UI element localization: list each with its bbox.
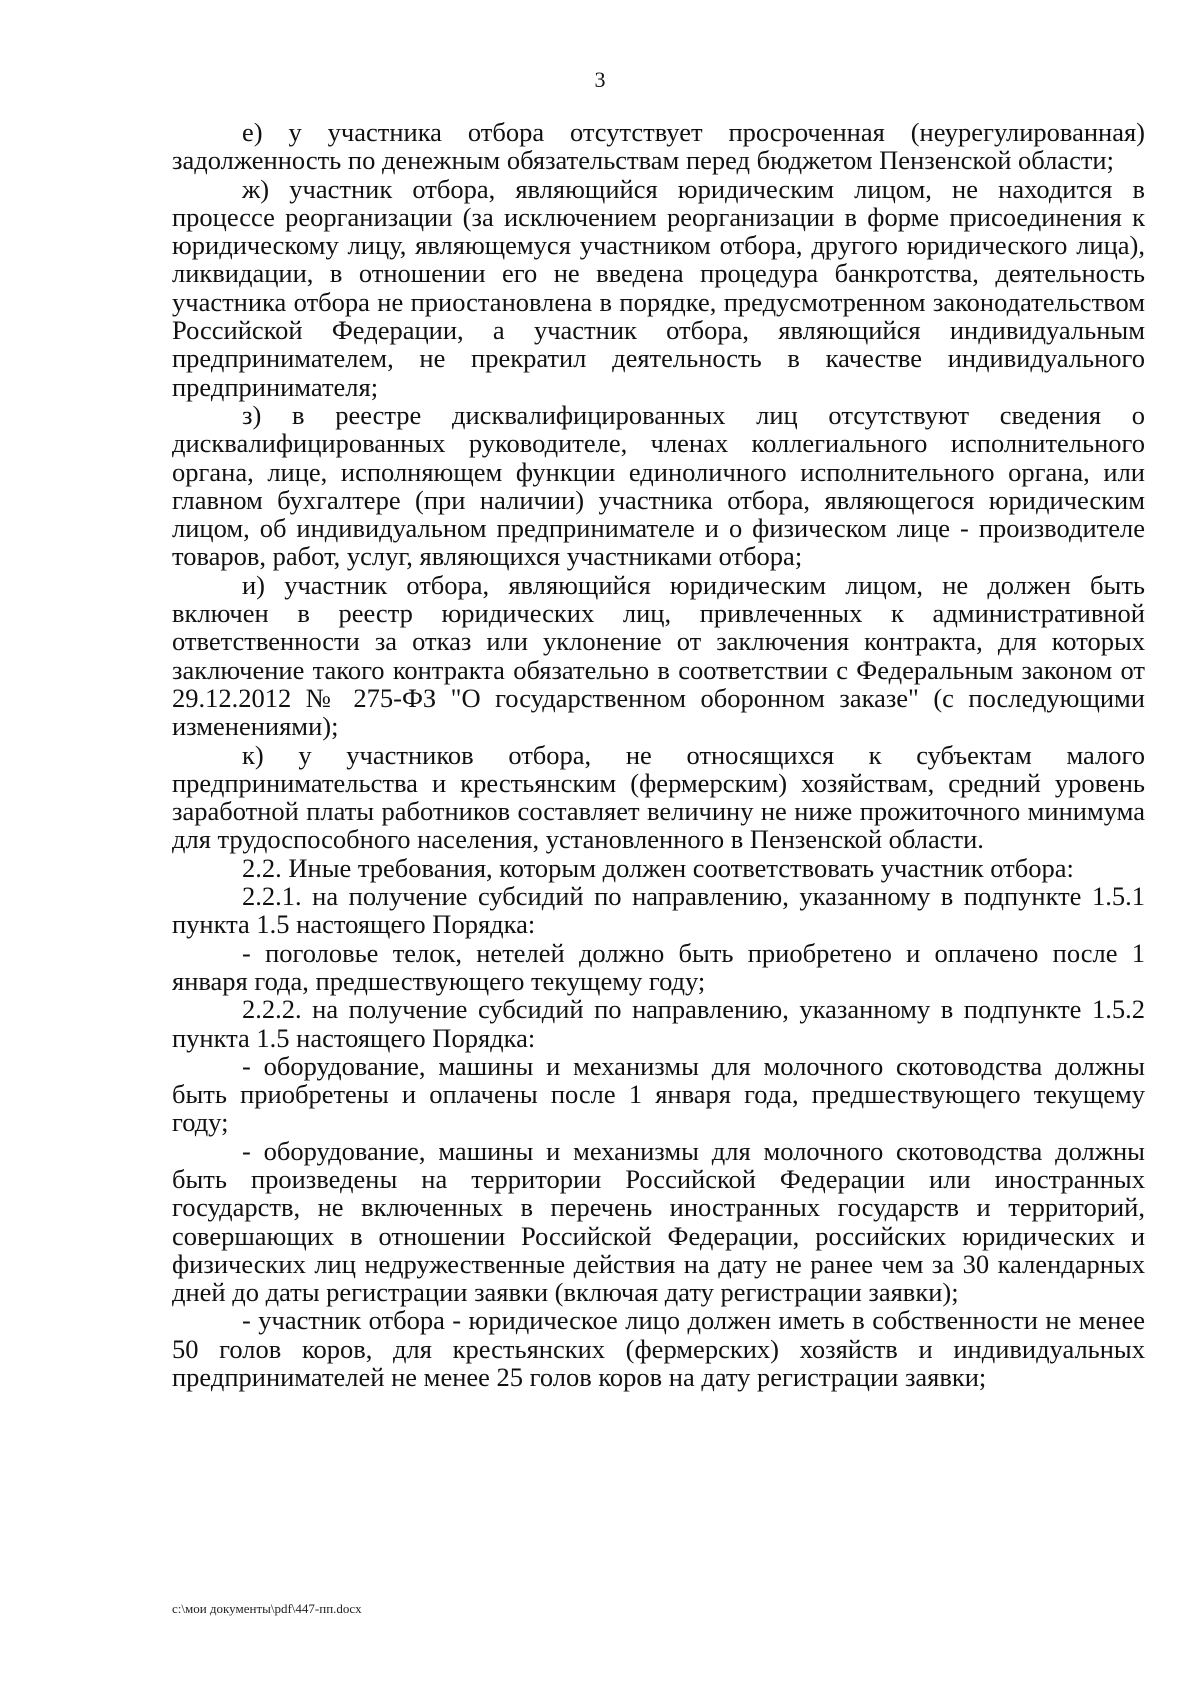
paragraph-2-2-1: 2.2.1. на получение субсидий по направлению, указанному в подпункте 1.5.1 пункта 1.5 настоящего Порядка: [172,881,1145,940]
paragraph-2-2-2: 2.2.2. на получение субсидий по направлению, указанному в подпункте 1.5.2 пункта 1.5 настоящего Порядка: [172,994,1145,1053]
paragraph-i: и) участник отбора, являющийся юридическим лицом, не должен быть включен в реестр юридических лиц, привлеченных к административной ответственности за отказ или уклонение от заключения контракта, для которых заключение такого контракта обязательно в соответствии с Федеральным законом от 29.12.2012 № 275-ФЗ "О государственном оборонном заказе" (с последующими изменениями); [172,569,1145,742]
paragraph-k: к) у участников отбора, не относящихся к субъектам малого предпринимательства и крестьянским (фермерским) хозяйствам, средний уровень заработной платы работников составляет величину не ниже прожиточного минимума для трудоспособного населения, установленного в Пензенской области. [172,739,1145,855]
paragraph-2-2-2-item-3: - участник отбора - юридическое лицо должен иметь в собственности не менее 50 голов коров, для крестьянских (фермерских) хозяйств и индивидуальных предпринимателей не менее 25 голов коров на дату регистрации заявки; [172,1305,1145,1393]
page-number: 3 [594,67,606,92]
paragraph-2-2-1-item: - поголовье телок, нетелей должно быть приобретено и оплачено после 1 января года, предшествующего текущему году; [172,937,1145,996]
paragraph-2-2-2-item-1: - оборудование, машины и механизмы для молочного скотоводства должны быть приобретены и оплачены после 1 января года, предшествующего текущему году; [172,1050,1145,1138]
paragraph-z: з) в реестре дисквалифицированных лиц отсутствуют сведения о дисквалифицированных руководителе, членах коллегиального исполнительного органа, лице, исполняющем функции единоличного исполнительного органа, или главном бухгалтере (при наличии) участника отбора, являющегося юридическим лицом, об индивидуальном предпринимателе и о физическом лице - производителе товаров, работ, услуг, являющихся участниками отбора; [172,399,1145,572]
footer-file-path: c:\мои документы\pdf\447-пп.docx [172,1601,362,1616]
document-body [172,118,1145,1391]
paragraph-zh: ж) участник отбора, являющийся юридическим лицом, не находится в процессе реорганизации (за исключением реорганизации в форме присоединения к юридическому лицу, являющемуся участником отбора, другого юридического лица), ликвидации, в отношении его не введена процедура банкротства, деятельность участника отбора не приостановлена в порядке, предусмотренном законодательством Российской Федерации, а участник отбора, являющийся индивидуальным предпринимателем, не прекратил деятельность в качестве индивидуального предпринимателя; [172,173,1145,402]
paragraph-2-2-2-item-2: - оборудование, машины и механизмы для молочного скотоводства должны быть произведены на территории Российской Федерации или иностранных государств, не включенных в перечень иностранных государств и территорий, совершающих в отношении Российской Федерации, российских юридических и физических лиц недружественные действия на дату не ранее чем за 30 календарных дней до даты регистрации заявки (включая дату регистрации заявки); [172,1135,1145,1308]
paragraph-2-2: 2.2. Иные требования, которым должен соответствовать участник отбора: [242,852,1074,883]
paragraph-e: е) у участника отбора отсутствует просроченная (неурегулированная) задолженность по денежным обязательствам перед бюджетом Пензенской области; [172,117,1145,176]
